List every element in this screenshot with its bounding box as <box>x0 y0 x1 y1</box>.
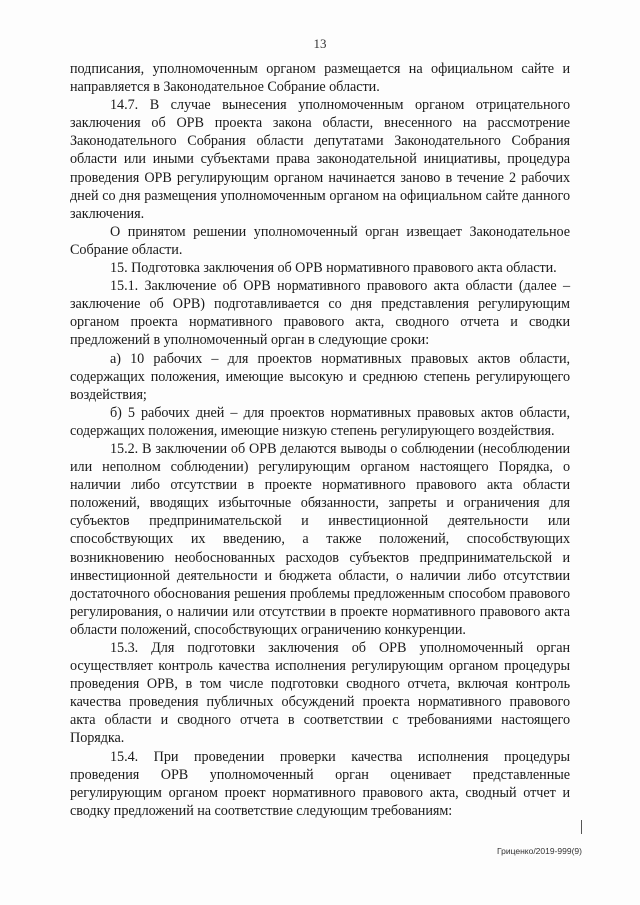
paragraph-15-3: 15.3. Для подготовки заключения об ОРВ уполномоченный орган осуществляет контроль качества исполнения регулирующим органом процедуры проведения ОРВ, в том числе подготовки сводного отчета, включая контроль качества проведения публичных обсуждений проекта нормативного правового акта области и сводного отчета в соответствии с требованиями настоящего Порядка. <box>70 640 570 747</box>
paragraph-continuation: подписания, уполномоченным органом размещается на официальном сайте и направляется в Законодательное Собрание области. <box>70 61 570 96</box>
paragraph-15-4: 15.4. При проведении проверки качества исполнения процедуры проведения ОРВ уполномоченный орган оценивает представленные регулирующим органом проект нормативного правового акта, сводный отчет и сводку предложений на соответствие следующим требованиям: <box>70 748 570 819</box>
paragraph-15-1-b: б) 5 рабочих дней – для проектов нормативных правовых актов области, содержащих положения, имеющие низкую степень регулирующего воздействия. <box>70 404 570 439</box>
page-number: 13 <box>313 36 327 51</box>
paragraph-15-heading: 15. Подготовка заключения об ОРВ нормативного правового акта области. <box>110 260 557 277</box>
paragraph-14-7: 14.7. В случае вынесения уполномоченным органом отрицательного заключения об ОРВ проекта закона области, внесенного на рассмотрение Законодательного Собрания области депутатами Законодательного Собрания области или иными субъектами права законодательной инициативы, процедура проведения ОРВ регулирующим органом начинается заново в течение 2 рабочих дней со дня размещения уполномоченным органом на официальном сайте данного заключения. <box>70 97 570 222</box>
paragraph-15-1: 15.1. Заключение об ОРВ нормативного правового акта области (далее – заключение об ОРВ) подготавливается со дня представления регулирующим органом проекта нормативного правового акта, сводного отчета и сводки предложений в уполномоченный орган в следующие сроки: <box>70 278 570 349</box>
document-body <box>70 60 570 820</box>
paragraph-15-2: 15.2. В заключении об ОРВ делаются выводы о соблюдении (несоблюдении или неполном соблюдении) регулирующим органом настоящего Порядка, о наличии либо отсутствии в проекте нормативного правового акта области положений, вводящих избыточные обязанности, запреты и ограничения для субъектов предпринимательской и инвестиционной деятельности или способствующих их введению, а также положений, способствующих возникновению необоснованных расходов субъектов предпринимательской и инвестиционной деятельности и бюджета области, о наличии либо отсутствии достаточного обоснования решения проблемы предложенным способом правового регулирования, о наличии или отсутствии в проекте нормативного правового акта области положений, способствующих ограничению конкуренции. <box>70 440 570 638</box>
paragraph-15-1-a: а) 10 рабочих – для проектов нормативных правовых актов области, содержащих положения, имеющие высокую и среднюю степень регулирующего воздействия; <box>70 350 570 403</box>
margin-mark <box>581 820 582 834</box>
document-footer-code: Гриценко/2019-999(9) <box>496 846 582 856</box>
paragraph-decision-notice: О принятом решении уполномоченный орган извещает Законодательное Собрание области. <box>70 223 570 258</box>
